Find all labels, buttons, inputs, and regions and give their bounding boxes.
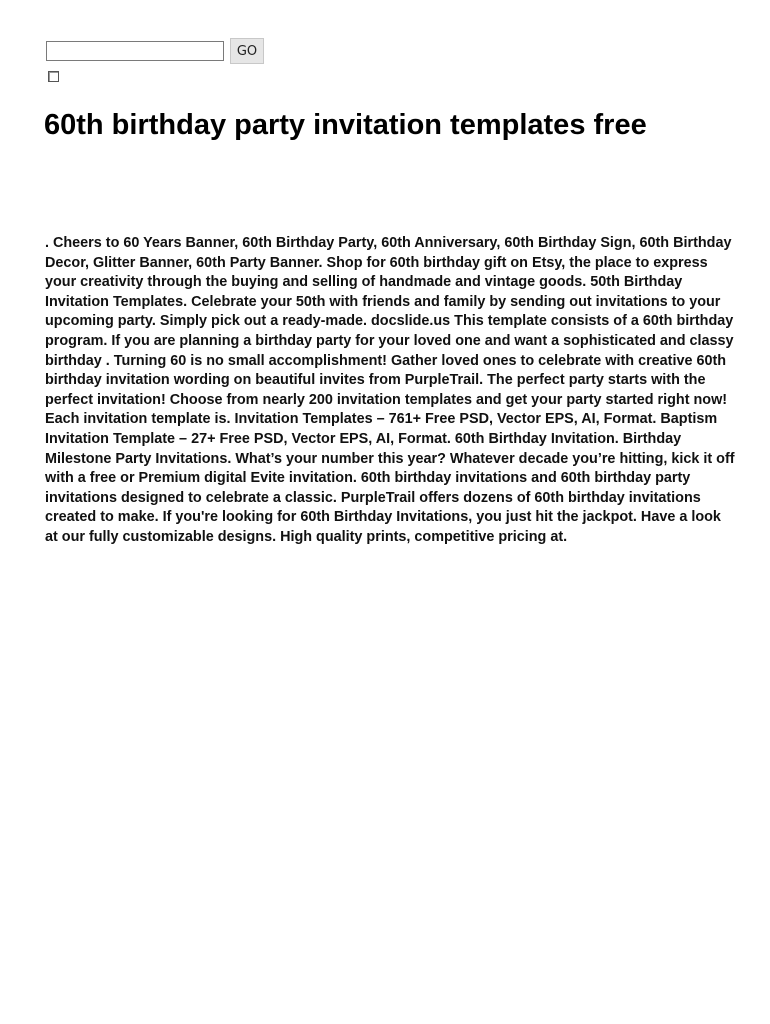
checkbox[interactable] <box>48 71 59 82</box>
search-bar <box>46 38 264 64</box>
search-input[interactable] <box>46 41 224 61</box>
page-title: 60th birthday party invitation templates free <box>44 109 647 141</box>
go-button[interactable]: GO <box>230 38 264 64</box>
body-paragraph: . Cheers to 60 Years Banner, 60th Birthday Party, 60th Anniversary, 60th Birthday Sign, 60th Birthday Decor, Glitter Banner, 60th Party Banner. Shop for 60th birthday gift on Etsy, the place to express your creativity through the buying and selling of handmade and vintage goods. 50th Birthday Invitation Templates. Celebrate your 50th with friends and family by sending out invitations to your upcoming party. Simply pick out a ready-made. docslide.us This template consists of a 60th birthday program. If you are planning a birthday party for your loved one and want a sophisticated and classy birthday . Turning 60 is no small accomplishment! Gather loved ones to celebrate with creative 60th birthday invitation wording on beautiful invites from PurpleTrail. The perfect party starts with the perfect invitation! Choose from nearly 200 invitation templates and get your party started right now! Each invitation template is. Invitation Templates – 761+ Free PSD, Vector EPS, AI, Format. Baptism Invitation Template – 27+ Free PSD, Vector EPS, AI, Format. 60th Birthday Invitation. Birthday Milestone Party Invitations. What’s your number this year? Whatever decade you’re hitting, kick it off with a free or Premium digital Evite invitation. 60th birthday invitations and 60th birthday party invitations designed to celebrate a classic. PurpleTrail offers dozens of 60th birthday invitations created to make. If you're looking for 60th Birthday Invitations, you just hit the jackpot. Have a look at our fully customizable designs. High quality prints, competitive pricing at. <box>45 235 735 545</box>
